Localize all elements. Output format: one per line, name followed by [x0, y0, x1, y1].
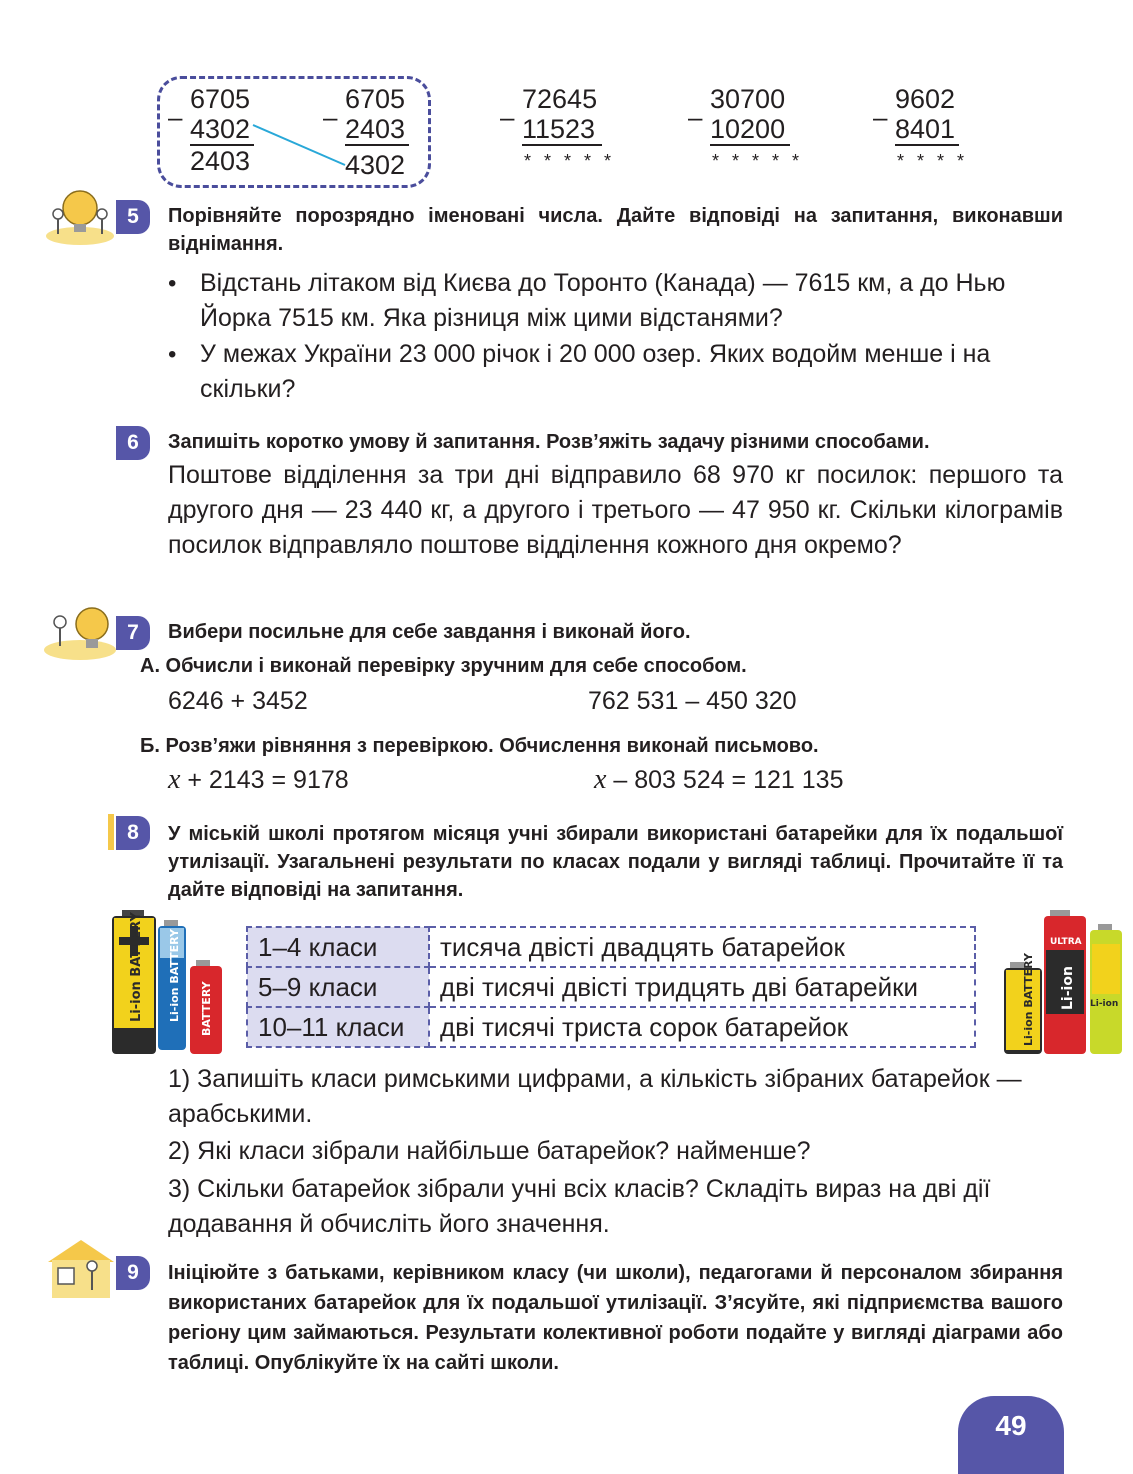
minus-sign: –: [323, 102, 338, 132]
batteries-left-image: [110, 910, 226, 1056]
equation-rest: – 803 524 = 121 135: [613, 766, 844, 794]
task7-b-equation-2: [594, 762, 843, 798]
task8-question-2: 2) Які класи зібрали найбільше батарейок? найменше?: [168, 1137, 811, 1165]
difference: * * * *: [897, 151, 969, 171]
table-cell-count: тисяча двісті двадцять батарейок: [429, 927, 975, 967]
task-number-badge: 5: [116, 200, 150, 234]
task5-bullet-2: [168, 337, 1063, 407]
task8-question-1: 1) Запишіть класи римськими цифрами, а кількість зібраних батарейок — арабськими.: [168, 1065, 1022, 1128]
equation-rest: + 2143 = 9178: [187, 766, 349, 794]
minuend: 6705: [345, 84, 406, 114]
lightbulb-thinking-icon: [42, 602, 118, 662]
batteries-right-image: [1004, 910, 1128, 1056]
subtrahend: 2403: [345, 114, 409, 146]
battery-label: Li-ion BATTERY: [168, 929, 181, 1022]
difference: * * * * *: [524, 151, 616, 171]
minus-sign: –: [500, 102, 515, 132]
task7-b-heading: Б. Розв’яжи рівняння з перевіркою. Обчислення виконай письмово.: [140, 735, 819, 757]
battery-label: Li-ion: [1090, 999, 1119, 1009]
task-number-badge: 9: [116, 1256, 150, 1290]
task6-heading: Запишіть коротко умову й запитання. Розв’яжіть задачу різними способами.: [168, 431, 930, 453]
house-project-icon: [44, 1236, 118, 1300]
minus-sign: –: [873, 102, 888, 132]
task9-heading: Ініціюйте з батьками, керівником класу (чи школи), педагогами й персоналом збирання використаних батарейок для їх подальшої утилізації. З’ясуйте, які підприємства вашого регіону цим займаються. Результати колективної роботи подайте у вигляді діаграми або таблиці. Опублікуйте їх на сайті школи.: [168, 1262, 1063, 1374]
minus-sign: –: [688, 102, 703, 132]
task7-a-heading: А. Обчисли і виконай перевірку зручним для себе способом.: [140, 655, 747, 677]
task-number-badge: 6: [116, 426, 150, 460]
table-row: [247, 1007, 975, 1047]
battery-results-table: [246, 926, 976, 1048]
subtraction-b: [323, 84, 409, 180]
lightbulb-team-icon: [44, 186, 116, 246]
task6-text: Поштове відділення за три дні відправило 68 970 кг посилок: першого та другого дня — 23 440 кг, а другого і третього — 47 950 кг. Скільки кілограмів посилок відправляло поштове відділення кожного дня окремо?: [168, 461, 1063, 559]
task7-heading: Вибери посильне для себе завдання і виконай його.: [168, 621, 691, 643]
variable-x: x: [168, 764, 181, 795]
table-cell-classes: 10–11 класи: [247, 1007, 429, 1047]
task7-a-expression-2: 762 531 – 450 320: [588, 687, 797, 715]
subtrahend: 4302: [190, 114, 254, 146]
task7-a-expression-1: 6246 + 3452: [168, 687, 308, 715]
difference: 4302: [345, 150, 406, 180]
minuend: 30700: [710, 84, 786, 114]
subtraction-c: [500, 84, 615, 176]
minuend: 6705: [190, 84, 251, 114]
table-row: [247, 967, 975, 1007]
task7-b-equation-1: [168, 762, 349, 798]
table-row: [247, 927, 975, 967]
task8-marker: [108, 814, 114, 850]
minus-sign: –: [168, 102, 183, 132]
bullet-icon: •: [168, 270, 177, 297]
bullet-text: У межах України 23 000 річок і 20 000 озер. Яких водойм менше і на скільки?: [200, 340, 991, 403]
task5-bullet-1: [168, 266, 1063, 336]
subtraction-e: [873, 84, 968, 176]
task5-heading: Порівняйте порозрядно іменовані числа. Дайте відповіді на запитання, виконавши віднімання.: [168, 205, 1063, 255]
variable-x: x: [594, 764, 607, 795]
bullet-icon: •: [168, 341, 177, 368]
table-cell-count: дві тисячі триста сорок батарейок: [429, 1007, 975, 1047]
battery-label: Li-ion: [1060, 966, 1076, 1010]
subtrahend: 10200: [710, 114, 790, 146]
battery-label: Li-ion BATTERY: [1022, 953, 1035, 1046]
task8-question-3: 3) Скільки батарейок зібрали учні всіх класів? Складіть вираз на дві дії додавання й обчисліть його значення.: [168, 1175, 991, 1238]
difference: 2403: [190, 146, 251, 176]
task8-heading: У міській школі протягом місяця учні збирали використані батарейки для їх подальшої утилізації. Узагальнені результати по класах подали у вигляді таблиці. Прочитайте її та дайте відповіді на запитання.: [168, 823, 1063, 901]
subtrahend: 11523: [522, 114, 602, 146]
subtrahend: 8401: [895, 114, 959, 146]
page-number: 49: [958, 1396, 1064, 1474]
table-cell-classes: 1–4 класи: [247, 927, 429, 967]
minuend: 72645: [522, 84, 598, 114]
task-number-badge: 7: [116, 616, 150, 650]
battery-label: ULTRA: [1050, 937, 1082, 947]
difference: * * * * *: [712, 151, 804, 171]
battery-label: Li-ion BATTERY: [129, 912, 144, 1022]
subtraction-d: [688, 84, 803, 176]
task-number-badge: 8: [116, 816, 150, 850]
bullet-text: Відстань літаком від Києва до Торонто (Канада) — 7615 км, а до Нью Йорка 7515 км. Яка різниця між цими відстанями?: [200, 269, 1006, 332]
minuend: 9602: [895, 84, 956, 114]
subtraction-a: [168, 84, 254, 176]
battery-label: BATTERY: [200, 981, 213, 1036]
table-cell-count: дві тисячі двісті тридцять дві батарейки: [429, 967, 975, 1007]
table-cell-classes: 5–9 класи: [247, 967, 429, 1007]
